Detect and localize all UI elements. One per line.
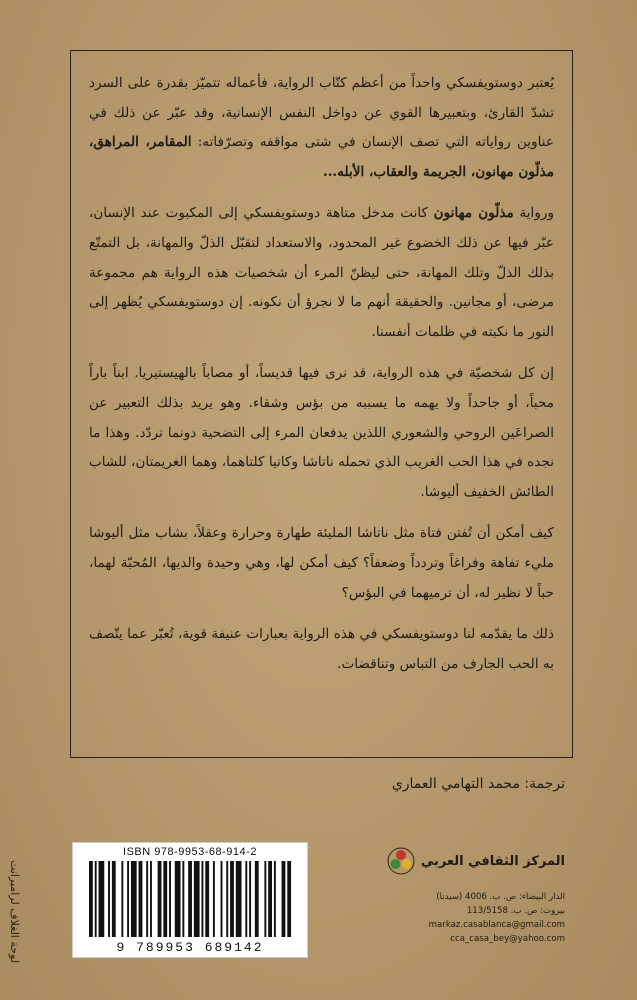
novel-titles: المقامر، المراهق، مذلّون مهانون، الجريمة والعقاب، الأبله... [89, 134, 554, 180]
barcode-bar [221, 861, 223, 937]
barcode-bar [226, 861, 228, 937]
barcode-bar [201, 861, 203, 937]
barcode-bar [158, 861, 162, 937]
barcode-bar [95, 861, 97, 937]
barcode-bar [264, 861, 266, 937]
cover-art-credit: لوحة الغلاف لرامبرانت [8, 860, 21, 964]
barcode-bar [287, 861, 291, 937]
barcode-bar [249, 861, 251, 937]
barcode-bar [99, 861, 105, 937]
address-casablanca: الدار البيضاء: ص. ب. 4006 (سيدنا) [436, 892, 565, 902]
barcode-bar [236, 861, 242, 937]
paragraph-2: ورواية مذلّون مهانون كانت مدخل متاهة دوستويفسكي إلى المكبوت عند الإنسان، عبّر فيها عن ذلك الخضوع غير المحدود، والاستعداد لتقبّل الذلّ والمهانة، بل التمتّع بذلك الذلّ وتلك المهانة، حتى ليظنّ المرء أن شخصيات هذه الرواية هم مجموعة مرضى، أو مجانين. والحقيقة أنهم ما لا نجرؤ أن نكونه. إن دوستويفسكي يُظهر إلى النور ما نكبته في ظلمات أنفسنا. [89, 205, 555, 340]
publisher-contact [429, 890, 565, 946]
isbn-digits: 9 789953 689142 [116, 940, 264, 955]
barcode-bar [108, 861, 110, 937]
barcode [72, 842, 308, 958]
email-2: cca_casa_bey@yahoo.com [450, 934, 565, 944]
paragraph-3: إن كل شخصيّة في هذه الرواية، قد نرى فيها قديساً، أو مصاباً بالهيستيريا. ابناً باراً محباً، أو جاحداً ولا يهمه ما يسببه من بؤس وشقاء. وهو يريد بذلك التعبير عن الصراعَين الروحي والشعوري اللذين يدفعان المرء إلى التضحية دونما تردّد. وهذا ما نجده في هذا الحب الغريب الذي تحمله ناتاشا وكاتيا كلتاهما، وهما الغريمتان، للشاب الطائش الخفيف أليوشا. [89, 365, 554, 500]
barcode-bar [282, 861, 286, 937]
barcode-bar [150, 861, 152, 937]
isbn-label: ISBN 978-9953-68-914-2 [123, 846, 257, 858]
novel-title: مذلّون مهانون [433, 205, 514, 222]
barcode-bars [89, 861, 293, 937]
paragraph-1: يُعتبر دوستويفسكي واحداً من أعظم كتّاب الرواية، فأعماله تتميّز بقدرة على السرد تشدّ القارئ، وبتعبيرها القوي عن دواخل النفس الإنسانية، وقد عبّر عن ذلك في عناوين رواياته التي تصف الإنسان في شتى مواقفه وتصرّفاته: المقامر، المراهق، مذلّون مهانون، الجريمة والعقاب، الأبله... [89, 75, 554, 180]
barcode-bar [121, 861, 123, 937]
publisher-name: المركز الثقافي العربي [420, 853, 565, 869]
publisher [380, 846, 565, 876]
barcode-bar [169, 861, 171, 937]
barcode-bar [175, 861, 181, 937]
barcode-bar [112, 861, 116, 937]
publisher-logo-icon [386, 846, 416, 876]
barcode-bar [274, 861, 276, 937]
barcode-bar [255, 861, 259, 937]
barcode-bar [182, 861, 184, 937]
barcode-bar [163, 861, 167, 937]
barcode-bar [194, 861, 200, 937]
paragraph-5: ذلك ما يقدّمه لنا دوستويفسكي في هذه الرواية بعبارات عنيفة قوية، تُعبّر عما يتّصف به الحب الجارف من التباس وتناقضات. [89, 626, 554, 672]
email-1: markaz.casablanca@gmail.com [428, 920, 565, 930]
paragraph-4: كيف أمكن أن تُفتن فتاة مثل ناتاشا المليئة طهارة وحرارة وعقلاً، بشاب مثل أليوشا مليء تفاهة وفراغاً وتردداً وضعفاً؟ كيف أمكن لها، وهي وحيدة والديها، المُحبّة لهما، حباً لا نظير له، أن ترميهما في البؤس؟ [89, 525, 554, 601]
barcode-bar [89, 861, 93, 937]
translator-credit: ترجمة: محمد التهامي العماري [391, 776, 565, 792]
barcode-bar [245, 861, 247, 937]
barcode-bar [146, 861, 148, 937]
barcode-bar [139, 861, 143, 937]
barcode-bar [188, 861, 192, 937]
barcode-bar [205, 861, 209, 937]
barcode-bar [213, 861, 215, 937]
barcode-bar [268, 861, 272, 937]
barcode-bar [127, 861, 129, 937]
barcode-bar [131, 861, 137, 937]
barcode-bar [230, 861, 234, 937]
address-beirut: بيروت: ص. ب. 113/5158 [466, 906, 565, 916]
blurb-frame [70, 50, 573, 758]
